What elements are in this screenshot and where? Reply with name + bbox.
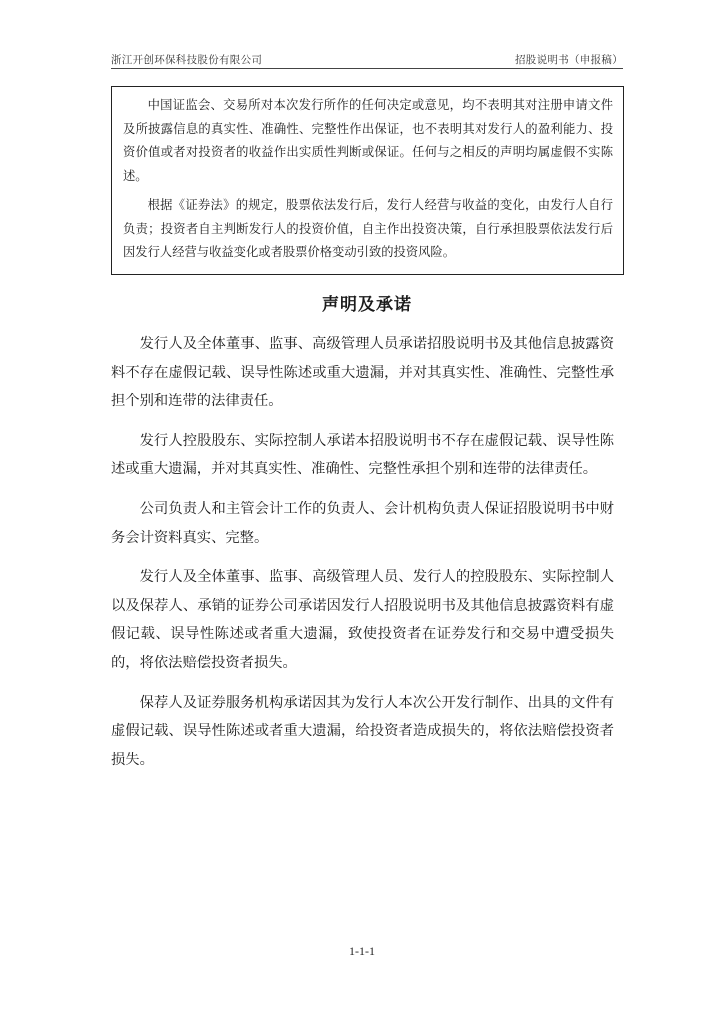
page-header xyxy=(111,50,623,69)
body-paragraph: 发行人及全体董事、监事、高级管理人员、发行人的控股股东、实际控制人以及保荐人、承销的证券公司承诺因发行人招股说明书及其他信息披露资料有虚假记载、误导性陈述或者重大遗漏，致使投资者在证券发行和交易中遭受损失的，将依法赔偿投资者损失。 xyxy=(111,569,614,671)
body-paragraph: 保荐人及证券服务机构承诺因其为发行人本次公开发行制作、出具的文件有虚假记载、误导性陈述或者重大遗漏，给投资者造成损失的，将依法赔偿投资者损失。 xyxy=(111,694,614,768)
page-number: 1-1-1 xyxy=(349,944,375,958)
body-paragraph: 公司负责人和主管会计工作的负责人、会计机构负责人保证招股说明书中财务会计资料真实、完整。 xyxy=(111,500,614,546)
declaration-body xyxy=(111,330,614,785)
header-document-type: 招股说明书（申报稿） xyxy=(515,54,623,66)
notice-paragraph: 根据《证券法》的规定，股票依法发行后，发行人经营与收益的变化，由发行人自行负责；投资者自主判断发行人的投资价值，自主作出投资决策，自行承担股票依法发行后因发行人经营与收益变化或者股票价格变动引致的投资风险。 xyxy=(123,198,613,259)
header-company-name: 浙江开创环保科技股份有限公司 xyxy=(111,54,263,66)
regulatory-notice-box xyxy=(111,86,624,275)
body-paragraph: 发行人控股股东、实际控制人承诺本招股说明书不存在虚假记载、误导性陈述或重大遗漏，并对其真实性、准确性、完整性承担个别和连带的法律责任。 xyxy=(111,432,614,478)
body-paragraph: 发行人及全体董事、监事、高级管理人员承诺招股说明书及其他信息披露资料不存在虚假记载、误导性陈述或重大遗漏，并对其真实性、准确性、完整性承担个别和连带的法律责任。 xyxy=(111,336,614,410)
section-title: 声明及承诺 xyxy=(322,295,412,315)
notice-paragraph: 中国证监会、交易所对本次发行所作的任何决定或意见，均不表明其对注册申请文件及所披露信息的真实性、准确性、完整性作出保证，也不表明其对发行人的盈利能力、投资价值或者对投资者的收益作出实质性判断或保证。任何与之相反的声明均属虚假不实陈述。 xyxy=(123,98,613,183)
